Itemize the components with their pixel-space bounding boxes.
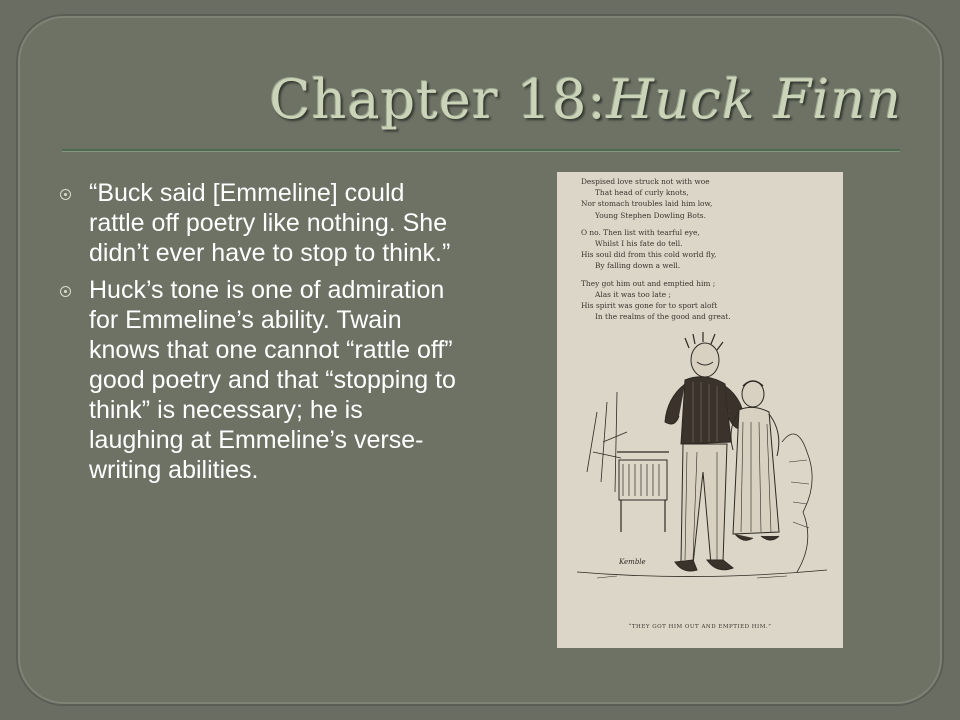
poem-line: In the realms of the good and great. <box>595 312 731 322</box>
bullet-item <box>60 275 460 485</box>
bullet-text: “Buck said [Emmeline] could rattle off poetry like nothing. She didn’t ever have to stop to think.” <box>89 179 451 267</box>
poem-text <box>581 176 831 322</box>
slide-title <box>269 68 902 131</box>
book-page-image <box>557 172 843 648</box>
circle-bullet-icon <box>60 189 71 200</box>
poem-line: His soul did from this cold world fly, <box>581 250 717 260</box>
bullet-list <box>60 178 460 492</box>
poem-line: Despised love struck not with woe <box>581 177 710 186</box>
engraving-illustration <box>557 332 843 632</box>
poem-line: O no. Then list with tearful eye, <box>581 227 700 237</box>
poem-line: Alas it was too late ; <box>595 289 671 299</box>
poem-line: That head of curly knots, <box>595 188 689 198</box>
illustrator-signature: Kemble <box>619 558 646 566</box>
bullet-text: Huck’s tone is one of admiration for Emmeline’s ability. Twain knows that one cannot “rattle off” good poetry and that “stopping to think” is necessary; he is laughing at Emmeline’s verse-writing abilities. <box>89 276 456 484</box>
poem-line: They got him out and emptied him ; <box>581 278 716 288</box>
image-caption: “THEY GOT HIM OUT AND EMPTIED HIM.” <box>628 624 772 630</box>
poem-line: Young Stephen Dowling Bots. <box>595 210 706 220</box>
bullet-item <box>60 178 460 268</box>
poem-line: By falling down a well. <box>595 261 681 271</box>
poem-line: His spirit was gone for to sport aloft <box>581 301 718 311</box>
title-divider <box>62 149 900 152</box>
circle-bullet-icon <box>60 286 71 297</box>
title-italic: Huck Finn <box>606 68 902 131</box>
title-main: Chapter 18: <box>269 68 607 131</box>
poem-line: Nor stomach troubles laid him low, <box>581 199 713 209</box>
poem-line: Whilst I his fate do tell. <box>595 239 683 249</box>
